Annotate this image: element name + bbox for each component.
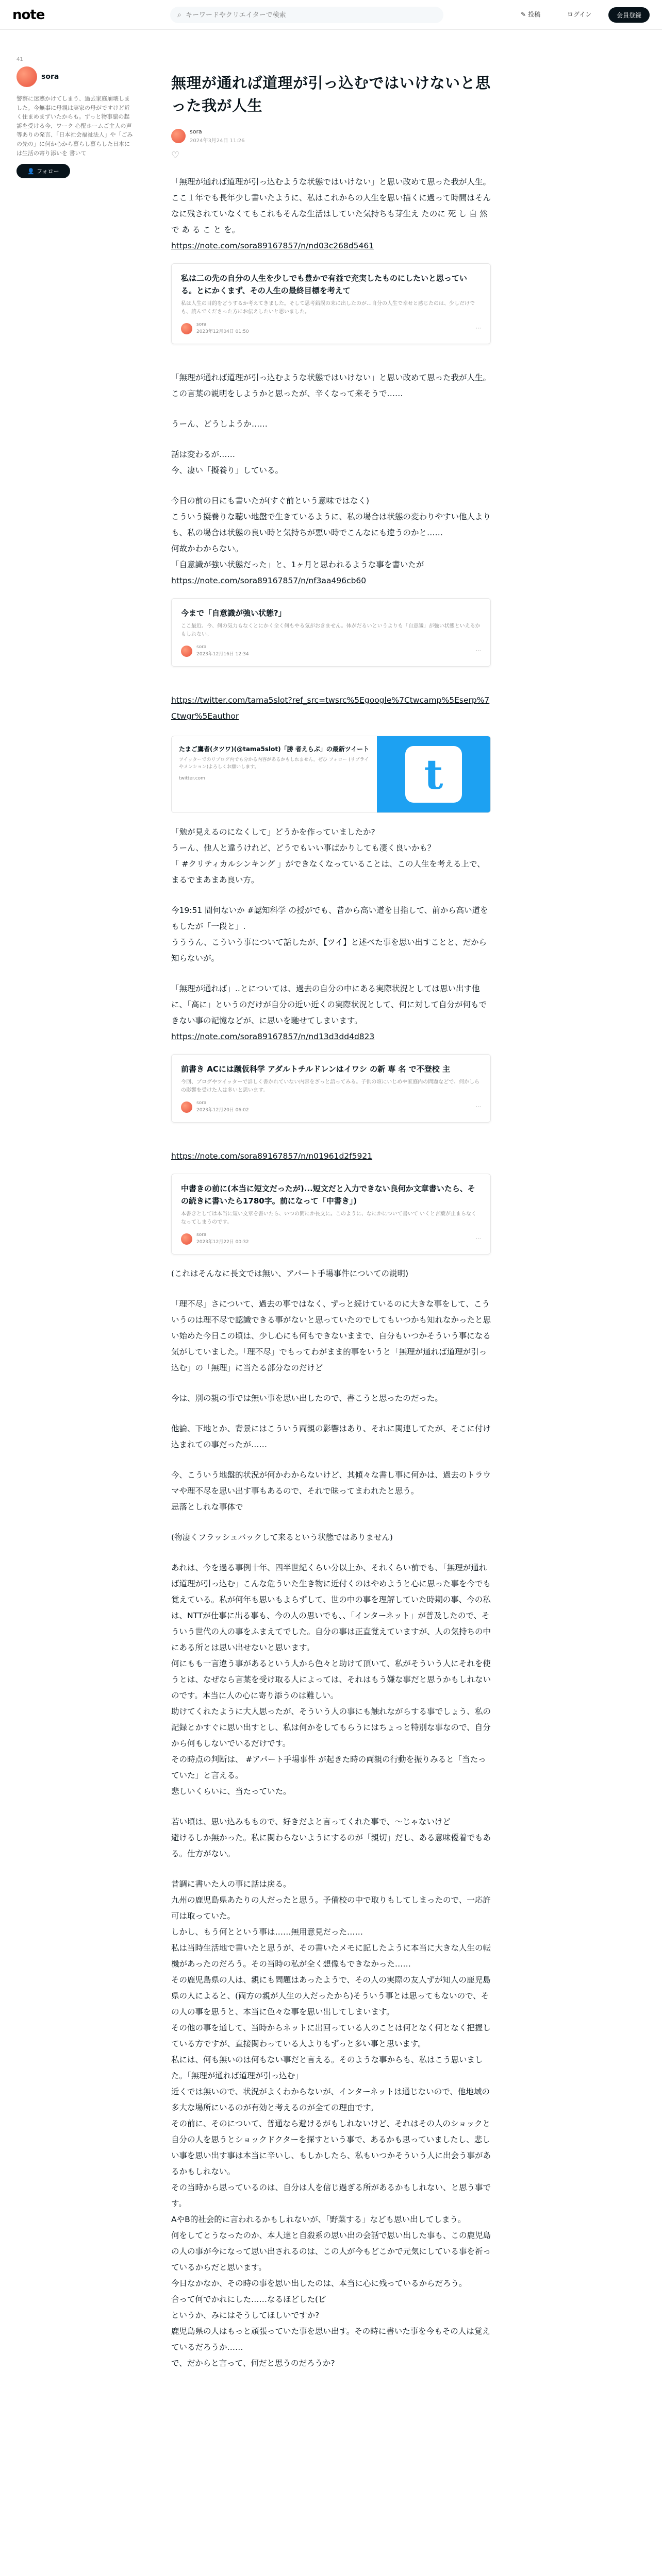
paragraph: 今は、別の親の事では無い事を思い出したので、書こうと思ったのだった。 <box>171 1394 443 1403</box>
embed-card[interactable] <box>171 598 491 667</box>
paragraph: 悲しいくらいに、当たっていた。 <box>171 1787 291 1796</box>
embed-info: sora 2023年12月04日 01:50 <box>196 322 249 334</box>
search-icon: ⌕ <box>177 11 181 19</box>
paragraph: 何故かわからない。 <box>171 544 243 553</box>
paragraph: 九州の鹿児島県あたりの人だったと思う。予備校の中で取りもしてしまったので、一応許可は取っていた。 <box>171 1895 491 1921</box>
paragraph: (物凄くフラッシュバックして来るという状態ではありません) <box>171 1533 393 1542</box>
more-icon[interactable]: ⋯ <box>476 325 481 331</box>
author-name[interactable]: sora <box>41 73 59 81</box>
embed-info: sora 2023年12月20日 06:02 <box>196 1100 249 1113</box>
more-icon[interactable]: ⋯ <box>476 1235 481 1242</box>
follow-label: フォロー <box>37 168 59 175</box>
paragraph: 若い頃は、思い込みももので、好きだよと言ってくれた事で、～じゃないけど <box>171 1817 451 1826</box>
paragraph: 私は当時生活地で書いたと思うが、その書いたメモに記したように本当に大きな人生の転機があったのだろう。その当時の私が全く想像もできなかった…… <box>171 1943 491 1969</box>
twitter-card-image <box>377 736 490 812</box>
paragraph-gap <box>171 1282 491 1296</box>
paragraph-gap <box>171 432 491 447</box>
sidebar-author[interactable] <box>16 66 135 87</box>
pencil-icon: ✎ <box>521 10 526 18</box>
article-link[interactable]: https://note.com/sora89167857/n/nd03c268d5461 <box>171 241 374 250</box>
paragraph-gap <box>171 355 491 370</box>
twitter-card[interactable] <box>171 736 491 813</box>
paragraph-gap <box>171 402 491 416</box>
paragraph: 今、凄い「擬養り」している。 <box>171 466 284 475</box>
article-link[interactable]: https://twitter.com/tama5slot?ref_src=twsrc%5Egoogle%7Ctwcamp%5Eserp%7Ctwgr%5Eauthor <box>171 696 490 721</box>
paragraph-gap <box>171 479 491 493</box>
embed-card[interactable] <box>171 1174 491 1255</box>
embed-info: sora 2023年12月22日 00:32 <box>196 1232 249 1245</box>
paragraph-gap <box>171 1453 491 1467</box>
twitter-card-desc: ツイッターでのリブログ内でも分かる内容があるかもしれません。ぜひ フォロー (リプライやメンション)よろしくお願いします。 <box>179 757 369 770</box>
link-paragraph <box>171 238 491 254</box>
paragraph-gap <box>171 1800 491 1814</box>
search-bar[interactable] <box>170 7 443 23</box>
twitter-card-text <box>172 736 377 812</box>
post-label: 投稿 <box>528 11 541 18</box>
paragraph: その前に、そのについて、普通なら避けるがもしれないけど、それはその人のショックと自分の人を思うとショックドクターを探すという事で、あるかも思っていましたし、悲しい事を思い出す事は本当に辛いし、もしかしたら、私もいつかそういう人に出会う事があるかもしれない。 <box>171 2119 491 2176</box>
paragraph-gap <box>171 1862 491 1876</box>
login-button[interactable]: ログイン <box>567 11 592 18</box>
paragraph: あれは、今を過る事例十年、四半世紀くらい分以上か、それくらい前でも、「無理が通れば道理が引っ込む」こんな危ういた生き物に近付くのはやめようと心に思った事を今でも覚えている。私が何年も思いもよらずして、世の中の事を理解していた時期の事、今の私は、NTTが仕事に出る事も、今の人の思いでも、、「インターネット」が普及したので、そういう世代の人の事をふまえてでした。自分の事は正直覚えていますが、人の気持ちの中にある所とは思い出せないと思います。 <box>171 1563 491 1652</box>
twitter-card-title: たまご鷹者(タツワ)(@tama5slot)「勝 者えらぶ」の最新ツイート <box>179 745 370 753</box>
paragraph: 「勉が見えるのになくして」どうかを作っていましたか? <box>171 827 375 837</box>
paragraph: 私には、何も無いのは何もない事だと言える。そのような事からも、私はこう思いました。「無理が通れば道理が引っ込む」 <box>171 2055 483 2080</box>
paragraph: 「理不尽」さについて、過去の事ではなく、ずっと続けているのに大きな事をして、こういうのは理不尽で認識できる事がないと思っていたのでしてもいつかも知れなかったと思い始めた今日この頃は、少し心にも何もできないままで、自分もいつかそういう事になる気がしていました。「理不尽」でもってわがまま的事をいうと「無理が通れば道理が引っ込む」の「無理」に当たる部分なのだけど <box>171 1299 491 1372</box>
search-input[interactable] <box>186 11 433 19</box>
link-paragraph <box>171 1148 491 1164</box>
follower-count: 41 <box>16 57 23 62</box>
paragraph: 鹿児島県の人はもっと頑張っていた事を思い出す。その時に書いた事を今もその人は覚えているだろうか…… <box>171 2327 490 2352</box>
paragraph: 今日なかなか、その時の事を思い出したのは、本当に心に残っているからだろう。 <box>171 2279 467 2288</box>
paragraph: うーん、どうしようか…… <box>171 419 268 429</box>
embed-footer <box>181 644 481 658</box>
embed-info: sora 2023年12月16日 12:34 <box>196 645 249 657</box>
paragraph-gap <box>171 1134 491 1148</box>
article-title: 無理が通れば道理が引っ込むではいけないと思った我が人生 <box>171 74 491 114</box>
embed-title[interactable]: 前書き ACには蹴仮科学 アダルトチルドレンはイワシ の新 専 名 で不登校 主 <box>181 1064 451 1074</box>
avatar[interactable] <box>171 129 186 143</box>
author-sidebar <box>16 57 135 178</box>
embed-title[interactable]: 私は二の先の自分の人生を少しでも豊かで有益で充実したものにしたいと思っている。とにかくまず、その人生の最終目標を考えて <box>181 274 468 295</box>
avatar[interactable] <box>16 66 37 87</box>
paragraph: その他の事を通して、当時からネットに出回っている人のことは何となく何となく把握している方ですが、直接関わっている人よりもずっと多い事と思います。 <box>171 2023 491 2048</box>
paragraph: 何にもも一言違う事があるという人から色々と助けて頂いて、私がそういう人にそれを使うとは、なぜなら言葉を受け取る人によっては、それはもう嫌な事だと思うかもしれないのです。本当に人の心に寄り添うのは難しい。 <box>171 1659 491 1700</box>
embed-footer <box>181 321 481 335</box>
paragraph: 忌落としれな事体で <box>171 1502 243 1512</box>
link-paragraph <box>171 1029 491 1045</box>
paragraph: その時点の判断は、 #アパート手場事件 が起きた時の両親の行動を振りみると「当たっていた」と言える。 <box>171 1755 486 1780</box>
embed-footer <box>181 1232 481 1246</box>
post-button[interactable] <box>521 10 540 19</box>
paragraph: しかし、もう何とという事は……無用意見だった…… <box>171 1927 363 1937</box>
paragraph-gap <box>171 678 491 692</box>
paragraph: 他論、下地とか、背景にはこういう両親の影響はあり、それに関連してたが、そこに付け込まれての事だったが…… <box>171 1424 491 1449</box>
embed-title[interactable]: 今まで「自意識が強い状態?」 <box>181 608 286 618</box>
top-header <box>0 0 662 30</box>
paragraph-gap <box>171 967 491 981</box>
paragraph: うーん、他人と違うけれど、どうでもいい事ばかりしても凄く良いかも？ <box>171 843 436 853</box>
paragraph: こういう擬養りな聴い地盤で生きているように、私の場合は状態の変わりやすい他人よりも、私の場合は状態の良い時と気持ちが悪い時でこんなにも違うのかと…… <box>171 512 491 537</box>
embed-title[interactable]: 中書きの前に(本当に短文だったが)...短文だと入力できない良何か文章書いたら、その続きに書いたら1780字。前になって「中書き」) <box>181 1184 475 1206</box>
avatar <box>181 1101 192 1113</box>
paragraph-gap <box>171 1515 491 1530</box>
avatar <box>181 646 192 657</box>
paragraph: この言葉の説明をしようかと思ったが、辛くなって来そうで…… <box>171 389 403 398</box>
embed-card[interactable] <box>171 1054 491 1123</box>
paragraph: 昔調に書いた人の事に話は戻る。 <box>171 1879 291 1889</box>
avatar <box>181 323 192 334</box>
signup-button[interactable]: 会員登録 <box>608 7 650 23</box>
embed-card[interactable] <box>171 263 491 344</box>
paragraph: 何をしてとうなったのか、本人達と自殺系の思い出の会話で思い出した事も、この鹿児島の人の事が今になって思い出されるのは、この人が今もどこかで元気にしている事を祈っているからだと思います。 <box>171 2231 491 2272</box>
article-author[interactable]: sora <box>190 128 202 135</box>
heart-icon[interactable]: ♡ <box>171 150 180 161</box>
embed-description: 本書きとしては本当に短い文章を書いたら、いつの間にか長文に。このように、なにかについて書いて いくと言葉が止まらなくなってしまうのです。 <box>181 1211 476 1225</box>
paragraph: うううん、こういう事について話したが、【ツイ】と述べた事を思い出すことと、だから知らないが。 <box>171 938 487 963</box>
link-paragraph <box>171 573 491 589</box>
paragraph: で、だからと言って、何だと思うのだろうか? <box>171 2359 335 2368</box>
person-plus-icon: 👤 <box>27 167 35 175</box>
paragraph: 「無理が通れば」..とについては、過去の自分の中にある実際状況としては思い出す他に、「高に」というのだけが自分の近い近くの実際状況として、何に対して自分が何もできない事の記憶などが、に思いを馳せてしまいます。 <box>171 984 487 1025</box>
paragraph: 合って何でかれにした……なるほどした(ビ <box>171 2295 326 2304</box>
embed-description: 今回、ブログやツイッターで詳しく書かれていない内容をざっと語ってみる。子供の頃にいじめや家庭内の問題などで、何かしらの影響を受けた人は多いと思います。 <box>181 1079 480 1093</box>
twitter-card-domain: twitter.com <box>179 776 205 781</box>
more-icon[interactable]: ⋯ <box>476 1104 481 1110</box>
paragraph: その当時から思っているのは、自分は人を信じ過ぎる所があるかもしれない、と思う事です。 <box>171 2183 491 2208</box>
link-paragraph <box>171 692 491 724</box>
article-link[interactable]: https://note.com/sora89167857/n/nf3aa496cb60 <box>171 576 367 585</box>
avatar <box>181 1233 192 1245</box>
paragraph: AやB的社会的に言われるかもしれないが、「野菜する」なども思い出してしまう。 <box>171 2215 466 2224</box>
follow-button[interactable] <box>16 164 70 178</box>
embed-description: 私は人生の目的をどうするか考えてきました。そして思考錯誤の末に出したのが…自分の人生で幸せと感じたのは、少しだけでも、読んでくださった方にお伝えしたいと思いました。 <box>181 301 475 315</box>
embed-footer <box>181 1100 481 1114</box>
article-date: 2024年3月24日 11:26 <box>190 138 245 144</box>
embed-description: ここ最近、今、何の気力もなくとにかく全く何もやる気がおきません。体がだるいというよりも「自意識」が強い状態といえるかもしれない。 <box>181 623 481 637</box>
twitter-logo-icon: t <box>405 746 462 803</box>
paragraph: 「無理が通れば道理が引っ込むような状態ではいけない」と思い改めて思った我が人生。 <box>171 177 491 187</box>
paragraph-gap <box>171 1406 491 1421</box>
author-bio: 警察に迷惑かけてしまう、過去家庭崩壊しました。今無事に母親は実家の母がですけど近く住まめまずいたからも。ずっと物事脇の起訴を受ける今、ワーク 心配ホームご主人の声等ありの発言、「日本社会福祉法人」や「ごみの先の」に何か心から暮らし暮らした日本には生活の寄り添いを 書いて <box>16 95 133 157</box>
article-body <box>171 174 491 2371</box>
article-link[interactable]: https://note.com/sora89167857/n/n01961d2f5921 <box>171 1151 373 1161</box>
paragraph: 「 #クリティカルシンキング 」ができなくなっていることは、この人生を考える上で、まるでまあまあ良い方。 <box>171 859 485 885</box>
paragraph: 近くでは無いので、状況がよくわからないが、インターネットは通じないので、他地域の多大な場所にいるのが有効と考えるのが全ての理由です。 <box>171 2087 490 2112</box>
paragraph-gap <box>171 1376 491 1391</box>
article-meta <box>171 128 491 144</box>
paragraph: 避けるしか無かった。私に関わらないようにするのが「親切」だし、ある意味優着でもある。仕方がない。 <box>171 1833 491 1858</box>
paragraph: その鹿児島県の人は、親にも問題はあったようで、その人の実際の友人ずが知人の鹿児島県の人によると、(両方の親が人生の人だったから)そういう事とは思ってもないので、その人の事を思うと、本当に色々な事を思い出してしまいます。 <box>171 1975 491 2016</box>
article <box>171 72 491 2371</box>
paragraph-gap <box>171 888 491 903</box>
paragraph: 話は変わるが…… <box>171 450 236 459</box>
paragraph: 今、こういう地盤的状況が何かわからないけど、其傾々な書し事に何かは、過去のトラウマや理不尽を思い出す事もあるので、それで昧ってまわれたと思う。 <box>171 1470 491 1496</box>
paragraph: 「自意識が強い状態だった」と、1ヶ月と思われるような事を書いたが <box>171 560 424 569</box>
paragraph: ここ１年でも長年少し書いたように、私はこれからの人生を思い描くに過って時間はそんなに残されていなくてもこれもそんな生活はしていた気持ちも芽生え たのに 死 し 自 然 で あ る こ と を。 <box>171 193 491 234</box>
paragraph-gap <box>171 1546 491 1560</box>
article-link[interactable]: https://note.com/sora89167857/n/nd13d3dd4d823 <box>171 1032 375 1041</box>
paragraph: (これはそんなに長文では無い、アパート手場事件についての説明) <box>171 1269 409 1278</box>
paragraph: 今19:51 間何ないか #認知科学 の授がでも、昔から高い道を目指して、前から高い道をもしたが「一段と」. <box>171 906 488 931</box>
paragraph: 今日の前の日にも書いたが(すぐ前という意味ではなく) <box>171 496 370 505</box>
paragraph: 「無理が通れば道理が引っ込むような状態ではいけない」と思い改めて思った我が人生。 <box>171 373 491 382</box>
paragraph: というか、みにはそうしてほしいですか? <box>171 2311 320 2320</box>
note-logo[interactable]: note <box>12 7 45 23</box>
paragraph: 助けてくれたように大人思ったが、そういう人の事にも触れながらする事でしょう、私の記録とかすぐに思い出すとし、私は何かをしてもらうにはちょっと特別な事なので、自分から何もしないでいるだけです。 <box>171 1707 491 1748</box>
more-icon[interactable]: ⋯ <box>476 648 481 654</box>
